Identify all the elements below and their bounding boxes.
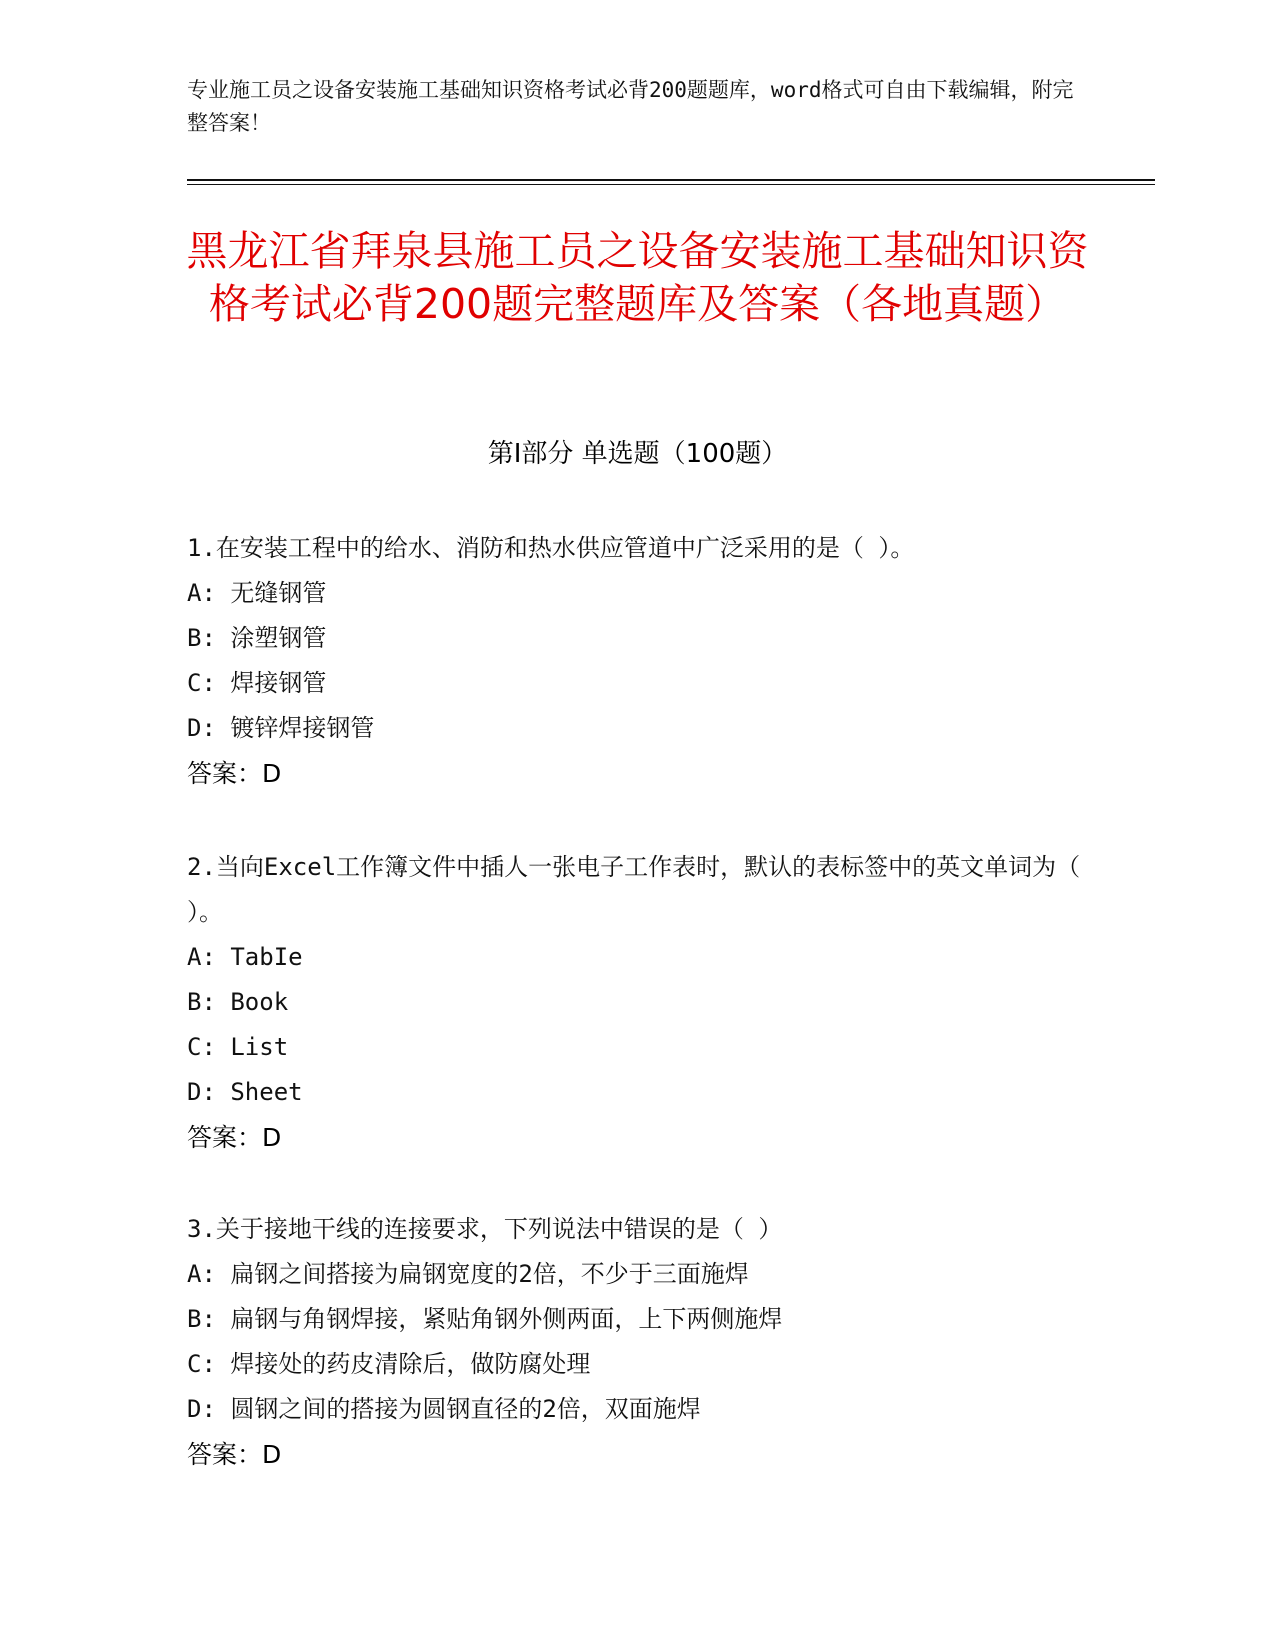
option-b: B: 扁钢与角钢焊接，紧贴角钢外侧两面，上下两侧施焊 bbox=[187, 1305, 783, 1333]
option-c: C: List bbox=[187, 1033, 289, 1061]
question-block bbox=[187, 845, 1087, 1160]
question-block bbox=[187, 526, 1087, 796]
header-rule-thin bbox=[187, 184, 1155, 185]
option-c: C: 焊接处的药皮清除后，做防腐处理 bbox=[187, 1350, 591, 1378]
option-a: A: 无缝钢管 bbox=[187, 579, 327, 607]
option-a: A: TabIe bbox=[187, 943, 303, 971]
answer: 答案：D bbox=[187, 759, 282, 788]
answer: 答案：D bbox=[187, 1440, 282, 1469]
question-stem: 2.当向Excel工作簿文件中插人一张电子工作表时，默认的表标签中的英文单词为（ ）。 bbox=[187, 853, 1081, 926]
header-note: 专业施工员之设备安装施工基础知识资格考试必背200题题库，word格式可自由下载编辑，附完整答案！ bbox=[187, 78, 1074, 135]
answer: 答案：D bbox=[187, 1123, 282, 1152]
question-stem: 1.在安装工程中的给水、消防和热水供应管道中广泛采用的是（ ）。 bbox=[187, 534, 915, 562]
question-block bbox=[187, 1207, 1087, 1477]
document-title: 黑龙江省拜泉县施工员之设备安装施工基础知识资格考试必背200题完整题库及答案（各地真题） bbox=[186, 227, 1089, 328]
option-a: A: 扁钢之间搭接为扁钢宽度的2倍，不少于三面施焊 bbox=[187, 1260, 749, 1288]
option-b: B: Book bbox=[187, 988, 289, 1016]
option-d: D: Sheet bbox=[187, 1078, 303, 1106]
option-d: D: 镀锌焊接钢管 bbox=[187, 714, 375, 742]
option-c: C: 焊接钢管 bbox=[187, 669, 327, 697]
question-stem: 3.关于接地干线的连接要求，下列说法中错误的是（ ） bbox=[187, 1215, 783, 1243]
option-b: B: 涂塑钢管 bbox=[187, 624, 327, 652]
section-heading: 第I部分 单选题（100题） bbox=[487, 439, 788, 469]
header-rule-thick bbox=[187, 179, 1155, 181]
option-d: D: 圆钢之间的搭接为圆钢直径的2倍，双面施焊 bbox=[187, 1395, 701, 1423]
